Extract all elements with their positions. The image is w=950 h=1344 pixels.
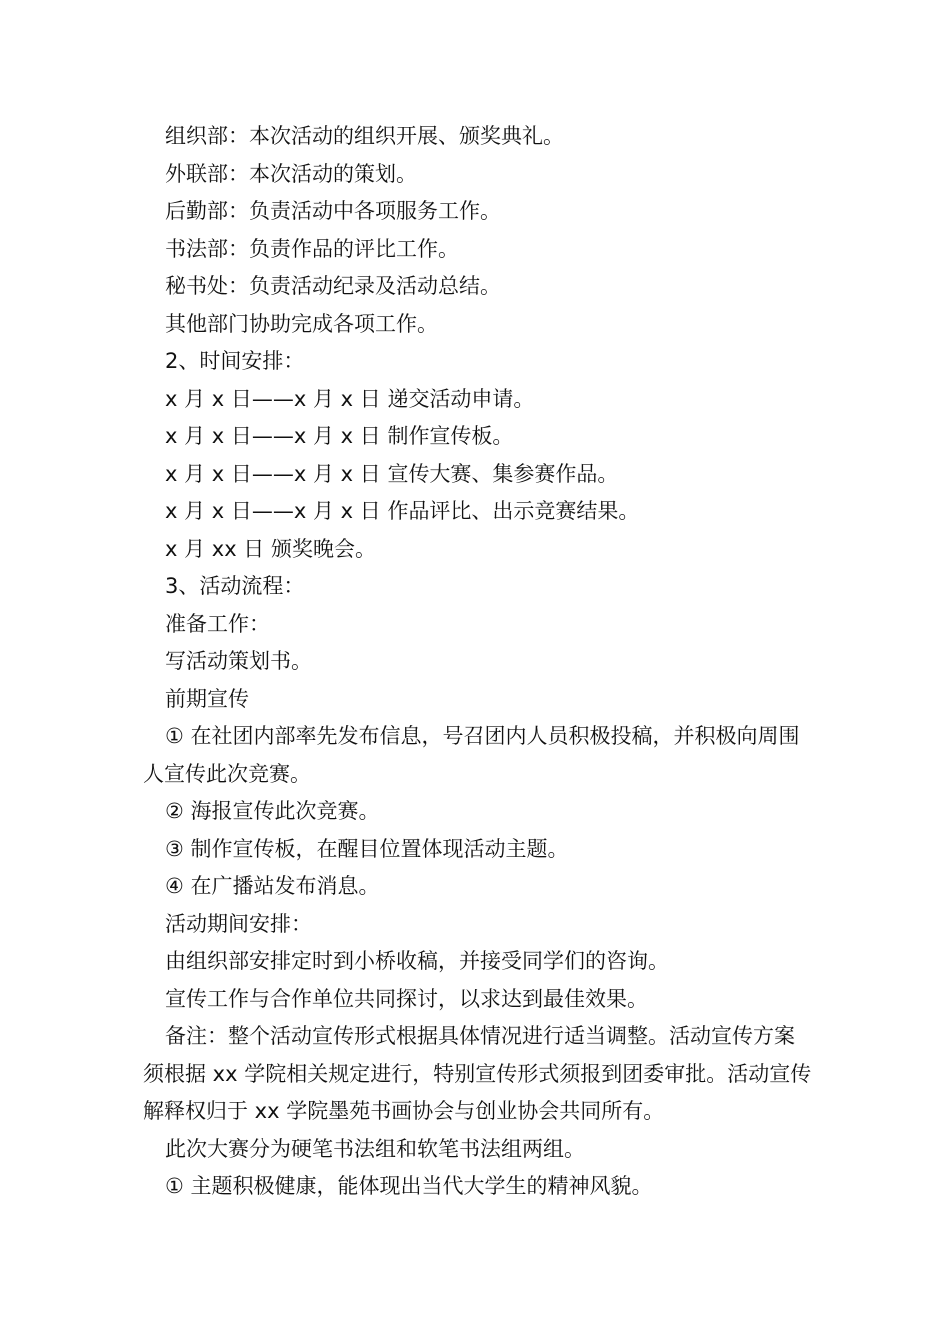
schedule-item: x 月 x 日——x 月 x 日 宣传大赛、集参赛作品。 bbox=[165, 461, 619, 486]
subheading-during-event: 活动期间安排： bbox=[165, 911, 312, 936]
subheading-preparation: 准备工作： bbox=[165, 611, 270, 636]
requirement-item: ① 主题积极健康，能体现出当代大学生的精神风貌。 bbox=[165, 1174, 653, 1198]
paragraph-cooperation: 宣传工作与合作单位共同探讨，以求达到最佳效果。 bbox=[165, 986, 648, 1011]
publicity-item: ③ 制作宣传板，在醒目位置体现活动主题。 bbox=[165, 836, 569, 861]
paragraph-remarks: 备注：整个活动宣传形式根据具体情况进行适当调整。活动宣传方案须根据 xx 学院相关规定进行，特别宣传形式须报到团委审批。活动宣传解释权归于 xx 学院墨苑书画协会与创业协会共同所有。 bbox=[143, 1024, 812, 1123]
publicity-item: ② 海报宣传此次竞赛。 bbox=[165, 799, 380, 823]
publicity-item: ① 在社团内部率先发布信息，号召团内人员积极投稿，并积极向周围人宣传此次竞赛。 bbox=[143, 724, 800, 786]
heading-process: 3、活动流程： bbox=[165, 574, 305, 598]
heading-schedule: 2、时间安排： bbox=[165, 349, 305, 373]
schedule-item: x 月 xx 日 颁奖晚会。 bbox=[165, 536, 376, 561]
paragraph-collection: 由组织部安排定时到小桥收稿，并接受同学们的咨询。 bbox=[165, 949, 669, 973]
paragraph-liaison-dept: 外联部：本次活动的策划。 bbox=[165, 161, 417, 186]
paragraph-other-depts: 其他部门协助完成各项工作。 bbox=[165, 311, 438, 336]
subheading-publicity: 前期宣传 bbox=[165, 686, 249, 711]
paragraph-secretariat: 秘书处：负责活动纪录及活动总结。 bbox=[165, 274, 501, 298]
schedule-item: x 月 x 日——x 月 x 日 递交活动申请。 bbox=[165, 386, 535, 411]
paragraph-calligraphy-dept: 书法部：负责作品的评比工作。 bbox=[165, 236, 459, 261]
paragraph-groups: 此次大赛分为硬笔书法组和软笔书法组两组。 bbox=[165, 1136, 585, 1161]
publicity-item: ④ 在广播站发布消息。 bbox=[165, 874, 380, 898]
document-body bbox=[143, 118, 813, 1206]
paragraph-plan: 写活动策划书。 bbox=[165, 649, 312, 673]
schedule-item: x 月 x 日——x 月 x 日 制作宣传板。 bbox=[165, 424, 514, 448]
paragraph-organization-dept: 组织部：本次活动的组织开展、颁奖典礼。 bbox=[165, 124, 564, 148]
paragraph-logistics-dept: 后勤部：负责活动中各项服务工作。 bbox=[165, 199, 501, 223]
schedule-item: x 月 x 日——x 月 x 日 作品评比、出示竞赛结果。 bbox=[165, 499, 640, 523]
